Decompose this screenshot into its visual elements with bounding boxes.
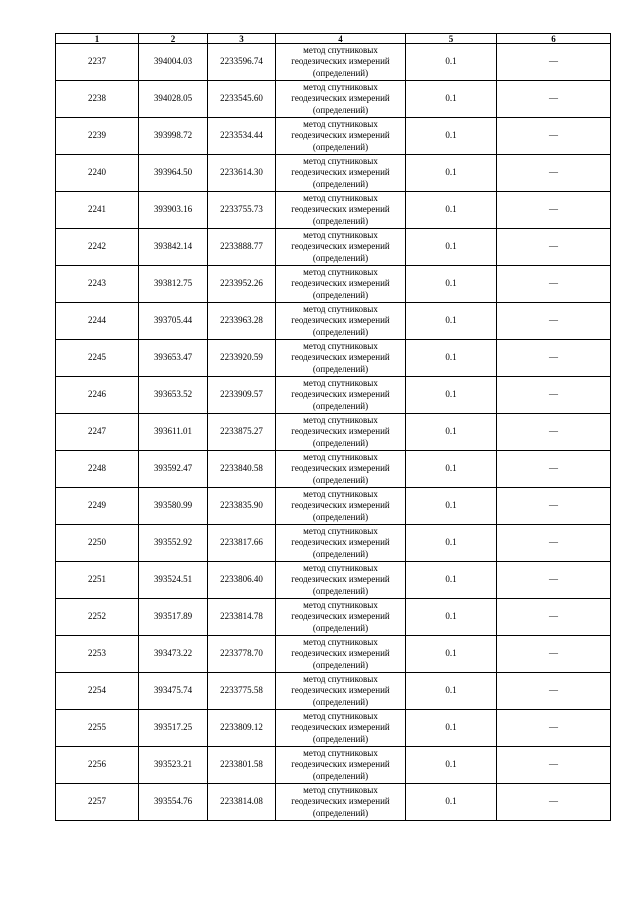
- description-dash: —: [497, 303, 611, 340]
- header-col-1: 1: [56, 34, 139, 44]
- method-line-1: метод спутниковых: [303, 192, 378, 203]
- method-line-1: метод спутниковых: [303, 266, 378, 277]
- method-cell: [276, 636, 406, 673]
- method-cell: [276, 340, 406, 377]
- description-dash: —: [497, 525, 611, 562]
- accuracy: 0.1: [406, 599, 497, 636]
- description-dash: —: [497, 377, 611, 414]
- point-number: 2251: [56, 562, 139, 599]
- method-line-2: геодезических измерений: [291, 278, 390, 289]
- description-dash: —: [497, 229, 611, 266]
- method-cell: [276, 414, 406, 451]
- method-line-2: геодезических измерений: [291, 204, 390, 215]
- coord-x: 394028.05: [139, 81, 208, 118]
- coord-x: 393592.47: [139, 451, 208, 488]
- point-number: 2249: [56, 488, 139, 525]
- coord-x: 393554.76: [139, 784, 208, 821]
- table-row: [56, 155, 611, 192]
- coord-x: 393903.16: [139, 192, 208, 229]
- table-row: [56, 44, 611, 81]
- accuracy: 0.1: [406, 414, 497, 451]
- accuracy: 0.1: [406, 525, 497, 562]
- method-line-1: метод спутниковых: [303, 525, 378, 536]
- method-cell: [276, 451, 406, 488]
- accuracy: 0.1: [406, 636, 497, 673]
- point-number: 2252: [56, 599, 139, 636]
- coord-y: 2233755.73: [208, 192, 276, 229]
- table-row: [56, 118, 611, 155]
- method-line-3: (определений): [312, 474, 369, 485]
- method-line-2: геодезических измерений: [291, 648, 390, 659]
- coord-y: 2233817.66: [208, 525, 276, 562]
- accuracy: 0.1: [406, 229, 497, 266]
- coord-x: 393517.25: [139, 710, 208, 747]
- method-line-3: (определений): [312, 622, 369, 633]
- method-line-1: метод спутниковых: [303, 303, 378, 314]
- method-line-3: (определений): [312, 400, 369, 411]
- point-number: 2245: [56, 340, 139, 377]
- coord-y: 2233801.58: [208, 747, 276, 784]
- method-line-2: геодезических измерений: [291, 685, 390, 696]
- point-number: 2242: [56, 229, 139, 266]
- accuracy: 0.1: [406, 710, 497, 747]
- point-number: 2240: [56, 155, 139, 192]
- point-number: 2243: [56, 266, 139, 303]
- accuracy: 0.1: [406, 303, 497, 340]
- point-number: 2239: [56, 118, 139, 155]
- header-col-3: 3: [208, 34, 276, 44]
- table-row: [56, 488, 611, 525]
- method-line-2: геодезических измерений: [291, 130, 390, 141]
- point-number: 2247: [56, 414, 139, 451]
- method-line-3: (определений): [312, 585, 369, 596]
- point-number: 2255: [56, 710, 139, 747]
- table-row: [56, 192, 611, 229]
- coord-y: 2233596.74: [208, 44, 276, 81]
- coordinates-table: [55, 33, 611, 821]
- method-line-2: геодезических измерений: [291, 352, 390, 363]
- point-number: 2256: [56, 747, 139, 784]
- method-line-2: геодезических измерений: [291, 722, 390, 733]
- method-line-1: метод спутниковых: [303, 784, 378, 795]
- table-row: [56, 562, 611, 599]
- method-line-3: (определений): [312, 141, 369, 152]
- accuracy: 0.1: [406, 266, 497, 303]
- description-dash: —: [497, 44, 611, 81]
- table-row: [56, 377, 611, 414]
- point-number: 2246: [56, 377, 139, 414]
- coord-x: 394004.03: [139, 44, 208, 81]
- method-line-1: метод спутниковых: [303, 599, 378, 610]
- method-cell: [276, 710, 406, 747]
- method-cell: [276, 44, 406, 81]
- method-line-1: метод спутниковых: [303, 710, 378, 721]
- accuracy: 0.1: [406, 562, 497, 599]
- accuracy: 0.1: [406, 340, 497, 377]
- accuracy: 0.1: [406, 192, 497, 229]
- method-line-1: метод спутниковых: [303, 118, 378, 129]
- coord-y: 2233920.59: [208, 340, 276, 377]
- method-line-1: метод спутниковых: [303, 451, 378, 462]
- accuracy: 0.1: [406, 488, 497, 525]
- description-dash: —: [497, 118, 611, 155]
- table-row: [56, 784, 611, 821]
- method-line-2: геодезических измерений: [291, 500, 390, 511]
- point-number: 2244: [56, 303, 139, 340]
- description-dash: —: [497, 81, 611, 118]
- description-dash: —: [497, 636, 611, 673]
- coord-x: 393842.14: [139, 229, 208, 266]
- table-row: [56, 303, 611, 340]
- method-line-1: метод спутниковых: [303, 81, 378, 92]
- method-line-2: геодезических измерений: [291, 759, 390, 770]
- method-line-1: метод спутниковых: [303, 377, 378, 388]
- coord-y: 2233809.12: [208, 710, 276, 747]
- method-line-2: геодезических измерений: [291, 56, 390, 67]
- method-line-1: метод спутниковых: [303, 562, 378, 573]
- method-cell: [276, 562, 406, 599]
- description-dash: —: [497, 414, 611, 451]
- method-line-3: (определений): [312, 770, 369, 781]
- coord-x: 393611.01: [139, 414, 208, 451]
- description-dash: —: [497, 784, 611, 821]
- table-row: [56, 525, 611, 562]
- description-dash: —: [497, 673, 611, 710]
- method-cell: [276, 525, 406, 562]
- method-line-1: метод спутниковых: [303, 414, 378, 425]
- method-line-2: геодезических измерений: [291, 537, 390, 548]
- coord-y: 2233952.26: [208, 266, 276, 303]
- method-line-2: геодезических измерений: [291, 426, 390, 437]
- method-line-3: (определений): [312, 326, 369, 337]
- method-line-1: метод спутниковых: [303, 747, 378, 758]
- method-line-2: геодезических измерений: [291, 611, 390, 622]
- method-line-3: (определений): [312, 659, 369, 670]
- coord-x: 393653.52: [139, 377, 208, 414]
- point-number: 2250: [56, 525, 139, 562]
- header-col-4: 4: [276, 34, 406, 44]
- method-line-3: (определений): [312, 733, 369, 744]
- method-line-3: (определений): [312, 215, 369, 226]
- point-number: 2237: [56, 44, 139, 81]
- coord-y: 2233835.90: [208, 488, 276, 525]
- table-header: [56, 34, 611, 44]
- method-line-1: метод спутниковых: [303, 340, 378, 351]
- coord-y: 2233614.30: [208, 155, 276, 192]
- point-number: 2248: [56, 451, 139, 488]
- table-body: [56, 44, 611, 821]
- coord-y: 2233806.40: [208, 562, 276, 599]
- point-number: 2238: [56, 81, 139, 118]
- method-cell: [276, 784, 406, 821]
- coord-y: 2233545.60: [208, 81, 276, 118]
- table-row: [56, 229, 611, 266]
- coord-y: 2233775.58: [208, 673, 276, 710]
- table-row: [56, 710, 611, 747]
- method-cell: [276, 377, 406, 414]
- table-row: [56, 266, 611, 303]
- description-dash: —: [497, 599, 611, 636]
- point-number: 2253: [56, 636, 139, 673]
- method-cell: [276, 673, 406, 710]
- method-cell: [276, 599, 406, 636]
- description-dash: —: [497, 155, 611, 192]
- method-line-2: геодезических измерений: [291, 315, 390, 326]
- description-dash: —: [497, 488, 611, 525]
- coord-y: 2233888.77: [208, 229, 276, 266]
- description-dash: —: [497, 562, 611, 599]
- accuracy: 0.1: [406, 377, 497, 414]
- accuracy: 0.1: [406, 118, 497, 155]
- table-row: [56, 81, 611, 118]
- method-line-2: геодезических измерений: [291, 93, 390, 104]
- coord-x: 393653.47: [139, 340, 208, 377]
- coord-x: 393524.51: [139, 562, 208, 599]
- description-dash: —: [497, 747, 611, 784]
- method-line-1: метод спутниковых: [303, 636, 378, 647]
- accuracy: 0.1: [406, 44, 497, 81]
- method-line-3: (определений): [312, 437, 369, 448]
- coord-x: 393523.21: [139, 747, 208, 784]
- coord-x: 393705.44: [139, 303, 208, 340]
- method-line-2: геодезических измерений: [291, 463, 390, 474]
- point-number: 2257: [56, 784, 139, 821]
- method-line-1: метод спутниковых: [303, 673, 378, 684]
- method-line-1: метод спутниковых: [303, 229, 378, 240]
- method-line-3: (определений): [312, 67, 369, 78]
- table-row: [56, 451, 611, 488]
- method-line-3: (определений): [312, 104, 369, 115]
- point-number: 2241: [56, 192, 139, 229]
- coord-x: 393812.75: [139, 266, 208, 303]
- accuracy: 0.1: [406, 155, 497, 192]
- coord-x: 393473.22: [139, 636, 208, 673]
- point-number: 2254: [56, 673, 139, 710]
- method-line-1: метод спутниковых: [303, 155, 378, 166]
- accuracy: 0.1: [406, 673, 497, 710]
- coord-y: 2233534.44: [208, 118, 276, 155]
- accuracy: 0.1: [406, 81, 497, 118]
- header-col-5: 5: [406, 34, 497, 44]
- method-line-1: метод спутниковых: [303, 44, 378, 55]
- method-line-3: (определений): [312, 696, 369, 707]
- table-row: [56, 340, 611, 377]
- method-cell: [276, 118, 406, 155]
- coord-x: 393517.89: [139, 599, 208, 636]
- table-row: [56, 414, 611, 451]
- coord-y: 2233814.08: [208, 784, 276, 821]
- method-cell: [276, 192, 406, 229]
- method-line-2: геодезических измерений: [291, 167, 390, 178]
- description-dash: —: [497, 451, 611, 488]
- method-cell: [276, 266, 406, 303]
- coord-y: 2233814.78: [208, 599, 276, 636]
- method-cell: [276, 229, 406, 266]
- method-line-3: (определений): [312, 807, 369, 818]
- accuracy: 0.1: [406, 747, 497, 784]
- method-line-3: (определений): [312, 289, 369, 300]
- method-line-3: (определений): [312, 363, 369, 374]
- table-row: [56, 673, 611, 710]
- coord-y: 2233875.27: [208, 414, 276, 451]
- method-line-3: (определений): [312, 511, 369, 522]
- description-dash: —: [497, 192, 611, 229]
- method-line-2: геодезических измерений: [291, 389, 390, 400]
- accuracy: 0.1: [406, 451, 497, 488]
- method-line-3: (определений): [312, 548, 369, 559]
- method-line-3: (определений): [312, 252, 369, 263]
- description-dash: —: [497, 340, 611, 377]
- method-cell: [276, 747, 406, 784]
- coord-y: 2233840.58: [208, 451, 276, 488]
- coord-x: 393998.72: [139, 118, 208, 155]
- method-line-3: (определений): [312, 178, 369, 189]
- description-dash: —: [497, 710, 611, 747]
- coord-y: 2233963.28: [208, 303, 276, 340]
- method-line-1: метод спутниковых: [303, 488, 378, 499]
- method-cell: [276, 488, 406, 525]
- table-row: [56, 636, 611, 673]
- method-cell: [276, 81, 406, 118]
- method-line-2: геодезических измерений: [291, 796, 390, 807]
- method-line-2: геодезических измерений: [291, 574, 390, 585]
- coord-x: 393580.99: [139, 488, 208, 525]
- table-row: [56, 747, 611, 784]
- table-row: [56, 599, 611, 636]
- header-col-6: 6: [497, 34, 611, 44]
- header-col-2: 2: [139, 34, 208, 44]
- accuracy: 0.1: [406, 784, 497, 821]
- coord-y: 2233778.70: [208, 636, 276, 673]
- method-line-2: геодезических измерений: [291, 241, 390, 252]
- coord-x: 393475.74: [139, 673, 208, 710]
- method-cell: [276, 155, 406, 192]
- coord-y: 2233909.57: [208, 377, 276, 414]
- description-dash: —: [497, 266, 611, 303]
- coord-x: 393964.50: [139, 155, 208, 192]
- method-cell: [276, 303, 406, 340]
- coord-x: 393552.92: [139, 525, 208, 562]
